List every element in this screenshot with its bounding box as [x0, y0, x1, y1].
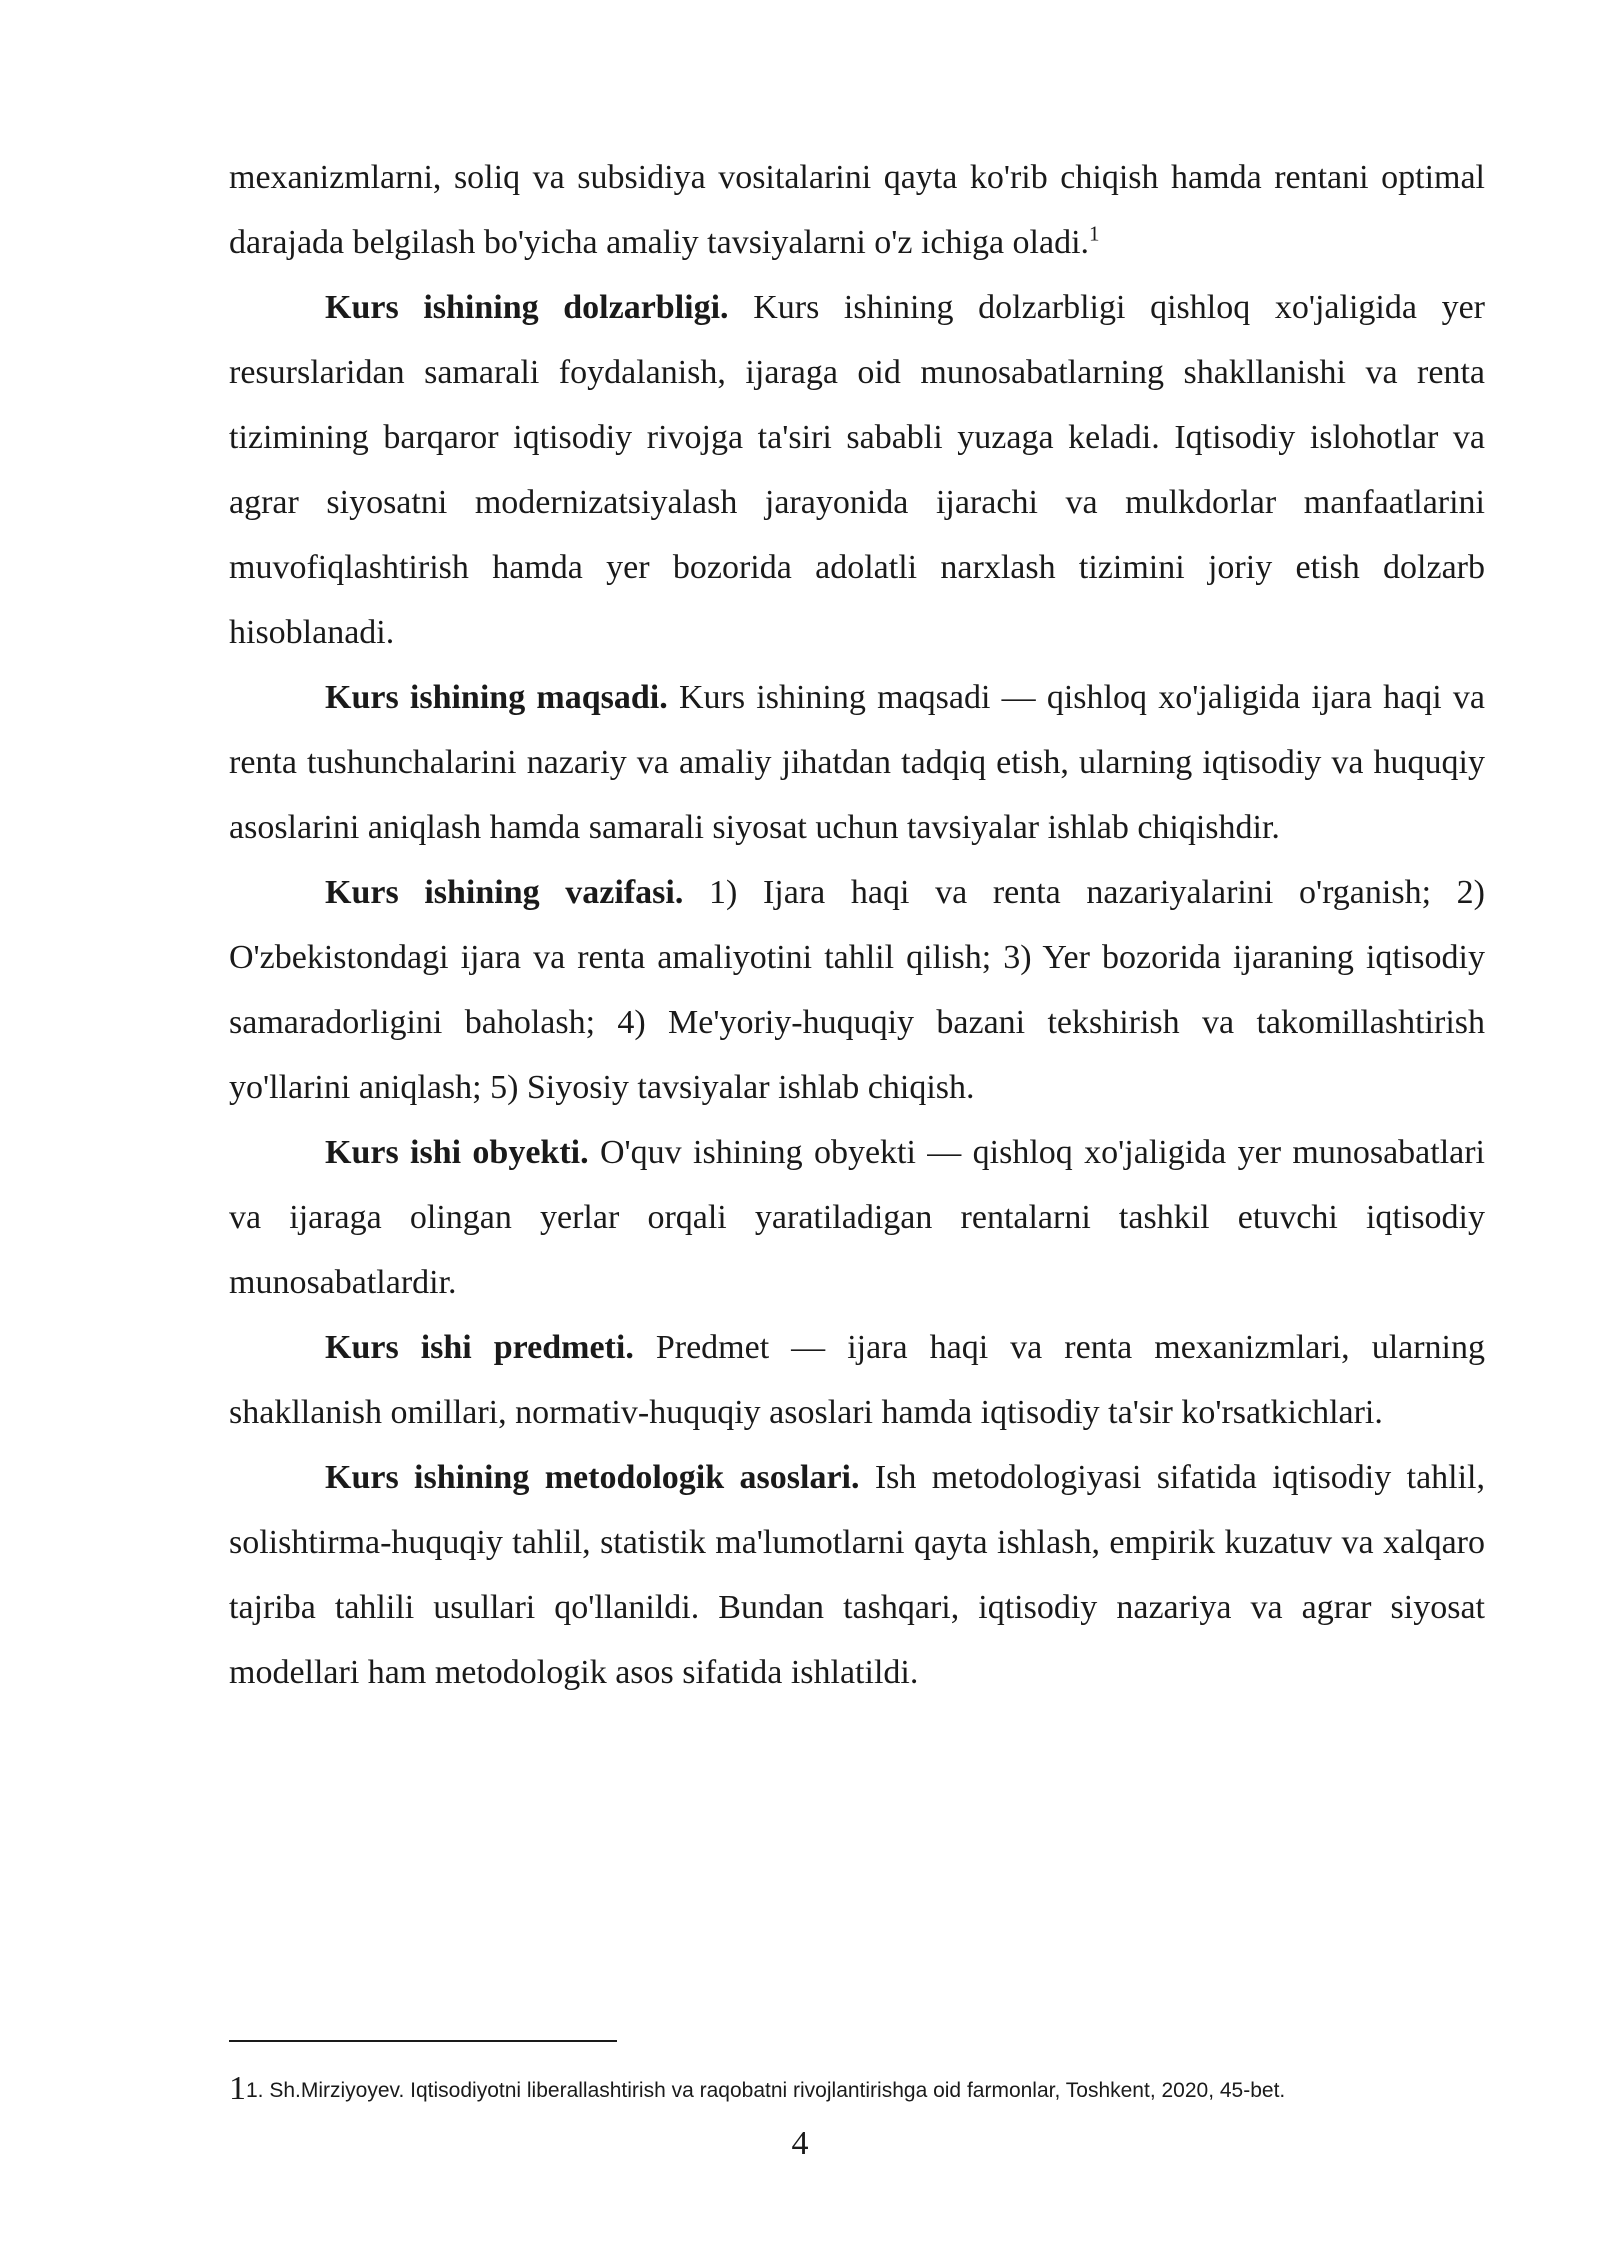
section-body: Ish metodologiyasi sifatida iqtisodiy tahlil, solishtirma-huquqiy tahlil, statistik ma'lumotlarni qayta ishlash, empirik kuzatuv va xalqaro tajriba tahlili usullari qo'llanildi. Bundan tashqari, iqtisodiy nazariya va agrar siyosat modellari ham metodologik asos sifatida ishlatildi. — [229, 1459, 1485, 1691]
section-body: Predmet — ijara haqi va renta mexanizmlari, ularning shakllanish omillari, normativ-huquqiy asoslari hamda iqtisodiy ta'sir ko'rsatkichlari. — [229, 1329, 1485, 1431]
section-heading: Kurs ishi obyekti. — [325, 1134, 589, 1171]
document-body — [229, 145, 1485, 1705]
section-body: Kurs ishining maqsadi — qishloq xo'jaligida ijara haqi va renta tushunchalarini nazariy va amaliy jihatdan tadqiq etish, ularning iqtisodiy va huquqiy asoslarini aniqlash hamda samarali siyosat uchun tavsiyalar ishlab chiqishdir. — [229, 679, 1485, 846]
section-heading: Kurs ishining dolzarbligi. — [325, 289, 729, 326]
section-body: 1) Ijara haqi va renta nazariyalarini o'rganish; 2) O'zbekistondagi ijara va renta amaliyotini tahlil qilish; 3) Yer bozorida ijaraning iqtisodiy samaradorligini baholash; 4) Me'yoriy-huquqiy bazani tekshirish va takomillashtirish yo'llarini aniqlash; 5) Siyosiy tavsiyalar ishlab chiqish. — [229, 874, 1485, 1106]
section-object — [229, 1120, 1485, 1315]
page-number: 4 — [791, 2125, 809, 2162]
footnote-text: 1. Sh.Mirziyoyev. Iqtisodiyotni liberallashtirish va raqobatni rivojlantirishga oid farmonlar, Toshkent, 2020, 45-bet. — [246, 2079, 1286, 2102]
footnote-reference[interactable]: 1 — [1089, 221, 1100, 246]
section-heading: Kurs ishining maqsadi. — [325, 679, 668, 716]
section-subject — [229, 1315, 1485, 1445]
paragraph-continuation — [229, 145, 1485, 275]
section-goal — [229, 665, 1485, 860]
footnote-separator — [229, 2040, 617, 2042]
section-tasks — [229, 860, 1485, 1120]
section-heading: Kurs ishining metodologik asoslari. — [325, 1459, 860, 1496]
footnote-mark: 1 — [229, 2070, 246, 2107]
section-heading: Kurs ishining vazifasi. — [325, 874, 684, 911]
paragraph-text: mexanizmlarni, soliq va subsidiya vositalarini qayta ko'rib chiqish hamda rentani optimal darajada belgilash bo'yicha amaliy tavsiyalarni o'z ichiga oladi. — [229, 159, 1485, 261]
footnote — [229, 2068, 1529, 2112]
section-body: O'quv ishining obyekti — qishloq xo'jaligida yer munosabatlari va ijaraga olingan yerlar orqali yaratiladigan rentalarni tashkil etuvchi iqtisodiy munosabatlardir. — [229, 1134, 1485, 1301]
section-heading: Kurs ishi predmeti. — [325, 1329, 634, 1366]
section-relevance — [229, 275, 1485, 665]
section-methodology — [229, 1445, 1485, 1705]
section-body: Kurs ishining dolzarbligi qishloq xo'jaligida yer resurslaridan samarali foydalanish, ijaraga oid munosabatlarning shakllanishi va renta tizimining barqaror iqtisodiy rivojga ta'siri sababli yuzaga keladi. Iqtisodiy islohotlar va agrar siyosatni modernizatsiyalash jarayonida ijarachi va mulkdorlar manfaatlarini muvofiqlashtirish hamda yer bozorida adolatli narxlash tizimini joriy etish dolzarb hisoblanadi. — [229, 289, 1485, 651]
